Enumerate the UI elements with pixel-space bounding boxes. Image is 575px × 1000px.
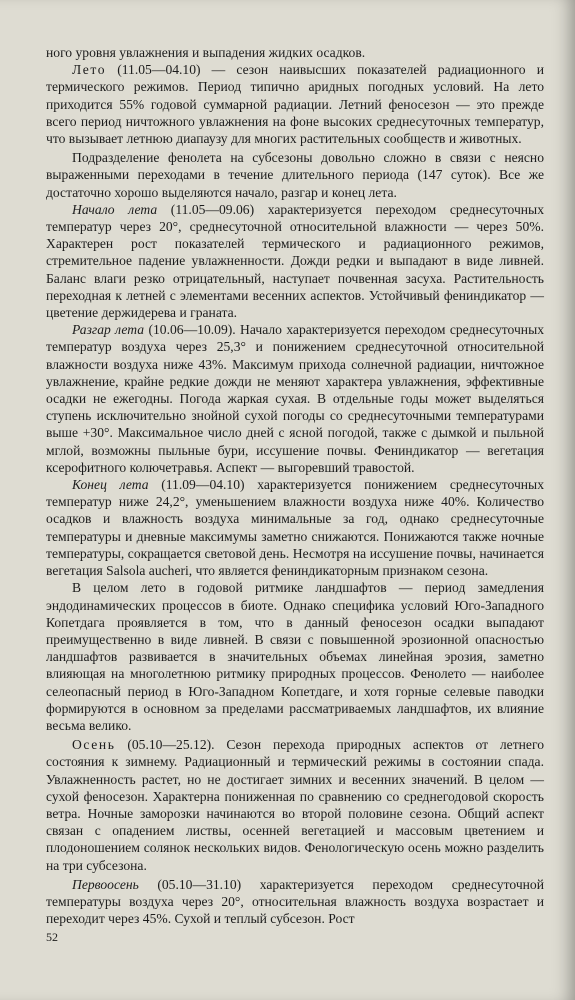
text-run: (11.09—04.10) характеризуется понижением среднесуточных температур ниже 24,2°, уменьшением влажности воздуха ниже 40%. Количество осадков и влажность воздуха минимальные за год, однако среднесуточные температуры и дневные максимумы заметно снижаются. Понижаются также ночные температуры, сокращается световой день. Несмотря на иссушение почвы, начинается вегетация Salsola aucheri, что является фениндикаторным признаком сезона. xyxy=(46,477,544,579)
paragraph xyxy=(46,44,544,61)
paragraph xyxy=(46,149,544,201)
paragraph xyxy=(46,201,544,321)
paragraph xyxy=(46,476,544,579)
text-run: (05.10—25.12). Сезон перехода природных аспектов от летнего состояния к зимнему. Радиационный и термический режимы в состоянии спада. Увлажненность растет, но не достигает зимних и весенних значений. В целом — сухой феносезон. Характерна пониженная по сравнению со среднегодовой скорость ветра. Ночные заморозки начинаются во второй половине сезона. Общий аспект связан с опадением листвы, осенней вегетацией и массовым цветением и плодоношением солянок нескольких видов. Фенологическую осень можно разделить на три субсезона. xyxy=(46,737,544,873)
paragraph xyxy=(46,321,544,476)
season-heading-summer: Лето xyxy=(72,62,107,78)
paragraph xyxy=(46,876,544,928)
page-number: 52 xyxy=(46,930,58,944)
text-run: Подразделение фенолета на субсезоны довольно сложно в связи с неясно выраженными переходами в течение длительного периода (147 суток). Все же достаточно хорошо выделяются начало, разгар и конец лета. xyxy=(46,150,544,200)
subseason-heading: Конец лета xyxy=(72,477,149,493)
text-run: (11.05—04.10) — сезон наивысших показателей радиационного и термического режимов. Период типично аридных погодных условий. На лето приходится 55% годовой суммарной радиации. Летний феносезон — это прежде всего период ничтожного увлажнения на фоне высоких среднесуточных температур, что вызывает летнюю диапаузу для многих растительных сообществ и животных. xyxy=(46,62,544,147)
text-run: В целом лето в годовой ритмике ландшафтов — период замедления эндодинамических процессов в биоте. Однако специфика условий Юго-Западного Копетдага проявляется в том, что в данный феносезон осадки выпадают преимущественно в виде ливней. В связи с повышенной эрозионной опасностью ландшафтов развивается в значительных объемах линейная эрозия, заметно влияющая на многолетнюю ритмику природных процессов. Фенолето — наиболее селеопасный период в Юго-Западном Копетдаге, и хотя горные селевые паводки формируются в основном за пределами рассматриваемых ландшафтов, их влияние весьма велико. xyxy=(46,580,544,733)
body-text xyxy=(46,44,544,927)
text-run: (10.06—10.09). Начало характеризуется переходом среднесуточных температур воздуха через 25,3° и понижением среднесуточной относительной влажности воздуха ниже 43%. Максимум прихода солнечной радиации, ничтожное увлажнение, крайне редкие дожди не меняют характера увлажнения, эффективные осадки не ежегодны. Погода жаркая сухая. В отдельные годы может выделяться ступень исключительно знойной сухой погоды со среднесуточными температурами выше +30°. Максимальное число дней с ясной погодой, также с дымкой и пыльной мглой, возможны пыльные бури, иссушение почвы. Фениндикатор — вегетация ксерофитного колючетравья. Аспект — выгоревший травостой. xyxy=(46,322,545,475)
text-run: (11.05—09.06) характеризуется переходом среднесуточных температур через 20°, среднесуточной относительной влажности — через 50%. Характерен рост показателей термического и радиационного режимов, стремительное падение увлажненности. Дожди редки и выпадают в виде ливней. Баланс влаги резко отрицательный, наступает почвенная засуха. Растительность переходная к летней с элементами весенних аспектов. Устойчивый фениндикатор — цветение держидерева и граната. xyxy=(46,201,544,321)
paragraph xyxy=(46,736,544,874)
paragraph xyxy=(46,579,544,734)
season-heading-autumn: Осень xyxy=(72,737,116,753)
subseason-heading: Разгар лета xyxy=(72,322,145,338)
text-run: (05.10—31.10) характеризуется переходом среднесуточной температуры воздуха через 20°, относительная влажность воздуха возрастает и переходит через 45%. Сухой и теплый субсезон. Рост xyxy=(46,876,544,927)
subseason-heading: Начало лета xyxy=(72,201,158,217)
subseason-heading: Первоосень xyxy=(72,876,139,892)
text-run: ного уровня увлажнения и выпадения жидких осадков. xyxy=(46,45,366,60)
paragraph xyxy=(46,61,544,147)
